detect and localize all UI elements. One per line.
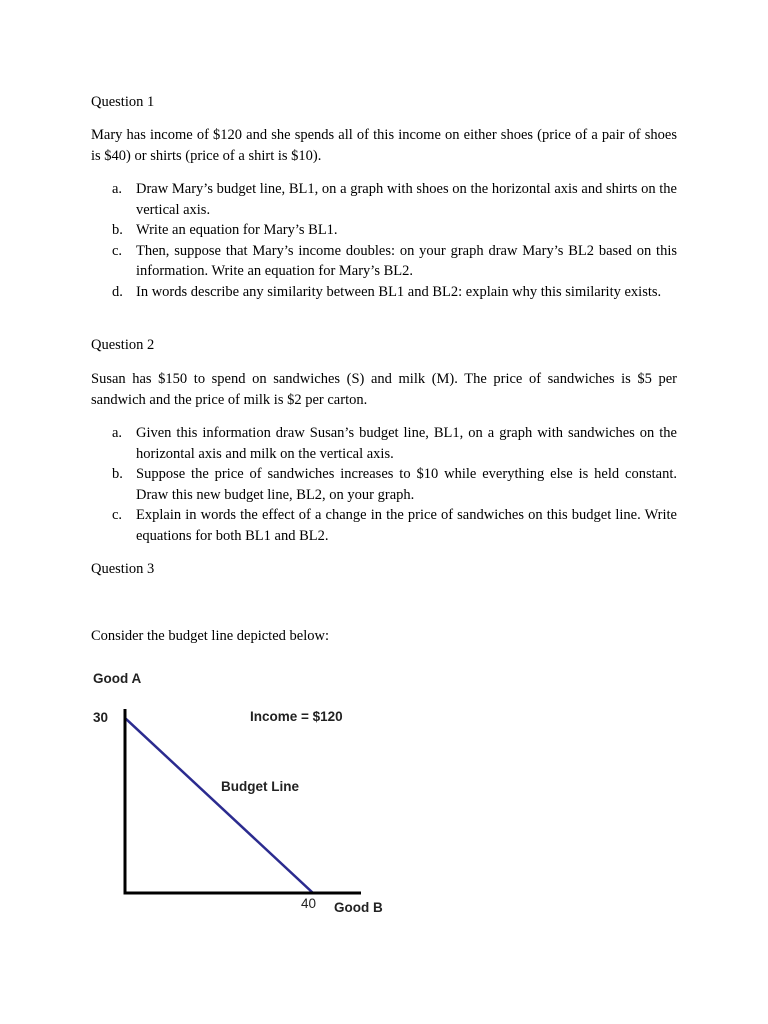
- list-marker: b.: [112, 222, 123, 238]
- list-marker: c.: [112, 242, 123, 259]
- list-marker: a.: [112, 425, 123, 441]
- question-3-intro: Consider the budget line depicted below:: [91, 628, 329, 644]
- budget-line-chart: [88, 664, 398, 920]
- list-item-text: Given this information draw Susan’s budget line, BL1, on a graph with sandwiches on the horizontal axis and milk on the vertical axis.: [136, 425, 677, 462]
- x-intercept-label: 40: [301, 896, 317, 911]
- list-item: [91, 505, 677, 546]
- chart-svg: [88, 664, 398, 920]
- list-marker: c.: [112, 507, 123, 523]
- list-item: [91, 220, 677, 241]
- list-item: [91, 282, 677, 303]
- question-1-intro: Mary has income of $120 and she spends all of this income on either shoes (price of a pair of shoes is $40) or shirts (price of a shirt is $10).: [91, 127, 677, 164]
- x-axis-label: Good B: [334, 900, 383, 915]
- y-intercept-label: 30: [93, 710, 109, 725]
- list-marker: d.: [112, 283, 123, 300]
- question-2-intro: Susan has $150 to spend on sandwiches (S) and milk (M). The price of sandwiches is $5 per sandwich and the price of milk is $2 per carton.: [91, 371, 677, 408]
- question-2-heading: Question 2: [91, 337, 155, 353]
- list-item-text: Suppose the price of sandwiches increases to $10 while everything else is held constant. Draw this new budget line, BL2, on your graph.: [136, 466, 677, 503]
- question-1-list: [91, 179, 677, 302]
- list-marker: b.: [112, 466, 123, 482]
- list-item: [91, 423, 677, 464]
- question-3-heading: Question 3: [91, 561, 155, 577]
- list-item-text: Write an equation for Mary’s BL1.: [136, 222, 338, 238]
- income-annotation: Income = $120: [250, 709, 343, 724]
- budget-line-annotation: Budget Line: [221, 779, 299, 794]
- question-2-list: [91, 423, 677, 546]
- question-1-heading: Question 1: [91, 94, 155, 110]
- y-axis-label: Good A: [93, 671, 142, 686]
- list-item-text: Then, suppose that Mary’s income doubles: on your graph draw Mary’s BL2 based on this information. Write an equation for Mary’s BL2.: [136, 242, 677, 279]
- list-item-text: Explain in words the effect of a change in the price of sandwiches on this budget line. Write equations for both BL1 and BL2.: [136, 507, 677, 544]
- list-item: [91, 241, 677, 282]
- list-item: [91, 179, 677, 220]
- list-item-text: In words describe any similarity between BL1 and BL2: explain why this similarity exists.: [136, 283, 662, 300]
- budget-line: [125, 718, 313, 893]
- list-item: [91, 464, 677, 505]
- list-marker: a.: [112, 181, 123, 197]
- list-item-text: Draw Mary’s budget line, BL1, on a graph with shoes on the horizontal axis and shirts on the vertical axis.: [136, 181, 677, 218]
